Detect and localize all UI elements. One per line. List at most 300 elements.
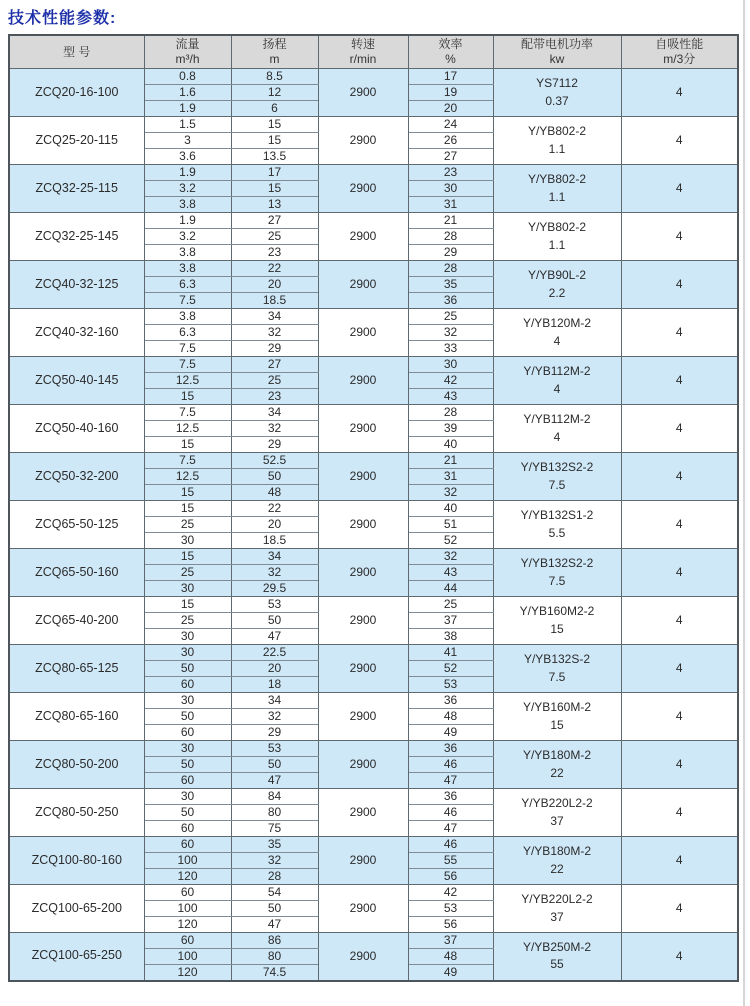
head-cell: 29 xyxy=(231,341,318,357)
model-group-row xyxy=(9,645,738,661)
model-group-row xyxy=(9,837,738,853)
model-cell: ZCQ32-25-115 xyxy=(9,165,144,213)
speed-cell: 2900 xyxy=(318,117,408,165)
efficiency-cell: 36 xyxy=(408,293,493,309)
head-cell: 74.5 xyxy=(231,965,318,981)
efficiency-cell: 17 xyxy=(408,69,493,85)
self-priming-cell: 4 xyxy=(621,549,738,597)
self-priming-cell: 4 xyxy=(621,933,738,981)
head-cell: 32 xyxy=(231,421,318,437)
model-cell: ZCQ50-32-200 xyxy=(9,453,144,501)
head-cell: 15 xyxy=(231,117,318,133)
motor-power: 15 xyxy=(550,621,564,636)
efficiency-cell: 37 xyxy=(408,933,493,949)
motor-power: 37 xyxy=(550,909,564,924)
flow-cell: 100 xyxy=(144,901,231,917)
efficiency-cell: 39 xyxy=(408,421,493,437)
header-line: 转速 xyxy=(350,37,375,51)
motor-power: 4 xyxy=(553,381,561,396)
flow-cell: 1.9 xyxy=(144,165,231,181)
head-cell: 34 xyxy=(231,309,318,325)
motor-power: 1.1 xyxy=(548,189,566,204)
efficiency-cell: 41 xyxy=(408,645,493,661)
efficiency-cell: 48 xyxy=(408,949,493,965)
efficiency-cell: 28 xyxy=(408,261,493,277)
model-group-row xyxy=(9,165,738,181)
self-priming-cell: 4 xyxy=(621,117,738,165)
head-cell: 32 xyxy=(231,709,318,725)
efficiency-cell: 36 xyxy=(408,693,493,709)
head-cell: 50 xyxy=(231,613,318,629)
speed-cell: 2900 xyxy=(318,885,408,933)
motor-model: Y/YB132S-2 xyxy=(523,652,591,667)
model-cell: ZCQ25-20-115 xyxy=(9,117,144,165)
motor-model: Y/YB250M-2 xyxy=(522,939,592,954)
flow-cell: 120 xyxy=(144,917,231,933)
header-line: 流量 xyxy=(175,37,200,51)
flow-cell: 60 xyxy=(144,773,231,789)
flow-cell: 3 xyxy=(144,133,231,149)
head-cell: 18.5 xyxy=(231,293,318,309)
head-cell: 53 xyxy=(231,741,318,757)
efficiency-cell: 24 xyxy=(408,117,493,133)
efficiency-cell: 21 xyxy=(408,453,493,469)
self-priming-cell: 4 xyxy=(621,501,738,549)
model-group-row xyxy=(9,405,738,421)
motor-model: Y/YB802-2 xyxy=(527,172,587,187)
self-priming-cell: 4 xyxy=(621,645,738,693)
header-line: m/3分 xyxy=(663,52,696,66)
header-line: 扬程 xyxy=(262,37,287,51)
efficiency-cell: 29 xyxy=(408,245,493,261)
head-cell: 75 xyxy=(231,821,318,837)
model-group-row xyxy=(9,261,738,277)
self-priming-cell: 4 xyxy=(621,741,738,789)
flow-cell: 100 xyxy=(144,853,231,869)
speed-cell: 2900 xyxy=(318,213,408,261)
efficiency-cell: 48 xyxy=(408,709,493,725)
flow-cell: 1.9 xyxy=(144,101,231,117)
model-group-row xyxy=(9,885,738,901)
motor-power: 2.2 xyxy=(548,285,566,300)
efficiency-cell: 33 xyxy=(408,341,493,357)
model-group-row xyxy=(9,597,738,613)
flow-cell: 3.8 xyxy=(144,245,231,261)
efficiency-cell: 32 xyxy=(408,485,493,501)
flow-cell: 7.5 xyxy=(144,405,231,421)
speed-cell: 2900 xyxy=(318,693,408,741)
motor-power: 22 xyxy=(550,765,564,780)
self-priming-cell: 4 xyxy=(621,261,738,309)
flow-cell: 60 xyxy=(144,677,231,693)
flow-cell: 7.5 xyxy=(144,357,231,373)
motor-model: Y/YB180M-2 xyxy=(522,748,592,763)
motor-model: Y/YB220L2-2 xyxy=(521,892,593,907)
motor-cell xyxy=(493,213,621,261)
motor-cell xyxy=(493,165,621,213)
efficiency-cell: 27 xyxy=(408,149,493,165)
efficiency-cell: 31 xyxy=(408,197,493,213)
motor-cell xyxy=(493,837,621,885)
head-cell: 20 xyxy=(231,661,318,677)
head-cell: 23 xyxy=(231,245,318,261)
head-cell: 47 xyxy=(231,917,318,933)
self-priming-cell: 4 xyxy=(621,693,738,741)
efficiency-cell: 46 xyxy=(408,757,493,773)
model-cell: ZCQ80-50-200 xyxy=(9,741,144,789)
header-line: kw xyxy=(549,52,565,66)
head-cell: 22 xyxy=(231,261,318,277)
motor-power: 0.37 xyxy=(545,93,569,108)
head-cell: 25 xyxy=(231,229,318,245)
flow-cell: 15 xyxy=(144,485,231,501)
col-header-efficiency xyxy=(408,35,493,69)
efficiency-cell: 26 xyxy=(408,133,493,149)
efficiency-cell: 21 xyxy=(408,213,493,229)
head-cell: 15 xyxy=(231,133,318,149)
speed-cell: 2900 xyxy=(318,741,408,789)
head-cell: 80 xyxy=(231,949,318,965)
model-cell: ZCQ100-65-250 xyxy=(9,933,144,981)
efficiency-cell: 25 xyxy=(408,597,493,613)
flow-cell: 3.8 xyxy=(144,197,231,213)
spec-table xyxy=(8,34,739,982)
motor-cell xyxy=(493,405,621,453)
head-cell: 20 xyxy=(231,517,318,533)
efficiency-cell: 19 xyxy=(408,85,493,101)
flow-cell: 15 xyxy=(144,597,231,613)
self-priming-cell: 4 xyxy=(621,837,738,885)
efficiency-cell: 52 xyxy=(408,533,493,549)
motor-model: Y/YB120M-2 xyxy=(522,316,592,331)
model-cell: ZCQ40-32-125 xyxy=(9,261,144,309)
flow-cell: 30 xyxy=(144,741,231,757)
model-cell: ZCQ65-50-160 xyxy=(9,549,144,597)
flow-cell: 25 xyxy=(144,517,231,533)
head-cell: 54 xyxy=(231,885,318,901)
self-priming-cell: 4 xyxy=(621,597,738,645)
self-priming-cell: 4 xyxy=(621,357,738,405)
self-priming-cell: 4 xyxy=(621,789,738,837)
head-cell: 15 xyxy=(231,181,318,197)
head-cell: 13 xyxy=(231,197,318,213)
efficiency-cell: 43 xyxy=(408,565,493,581)
flow-cell: 3.2 xyxy=(144,181,231,197)
motor-cell xyxy=(493,501,621,549)
head-cell: 32 xyxy=(231,853,318,869)
self-priming-cell: 4 xyxy=(621,405,738,453)
efficiency-cell: 30 xyxy=(408,181,493,197)
flow-cell: 120 xyxy=(144,869,231,885)
head-cell: 13.5 xyxy=(231,149,318,165)
header-line: m³/h xyxy=(175,52,200,66)
header-row xyxy=(9,35,738,69)
flow-cell: 3.2 xyxy=(144,229,231,245)
head-cell: 8.5 xyxy=(231,69,318,85)
head-cell: 22 xyxy=(231,501,318,517)
page-edge-line xyxy=(743,0,745,1006)
model-cell: ZCQ80-50-250 xyxy=(9,789,144,837)
header-line: % xyxy=(445,52,456,66)
flow-cell: 3.6 xyxy=(144,149,231,165)
motor-cell xyxy=(493,645,621,693)
model-group-row xyxy=(9,309,738,325)
efficiency-cell: 28 xyxy=(408,229,493,245)
model-cell: ZCQ32-25-145 xyxy=(9,213,144,261)
speed-cell: 2900 xyxy=(318,261,408,309)
flow-cell: 100 xyxy=(144,949,231,965)
speed-cell: 2900 xyxy=(318,837,408,885)
motor-model: Y/YB802-2 xyxy=(527,124,587,139)
efficiency-cell: 37 xyxy=(408,613,493,629)
efficiency-cell: 56 xyxy=(408,917,493,933)
motor-power: 7.5 xyxy=(548,669,566,684)
model-group-row xyxy=(9,549,738,565)
head-cell: 17 xyxy=(231,165,318,181)
efficiency-cell: 53 xyxy=(408,677,493,693)
efficiency-cell: 46 xyxy=(408,805,493,821)
model-cell: ZCQ100-80-160 xyxy=(9,837,144,885)
model-cell: ZCQ50-40-145 xyxy=(9,357,144,405)
motor-cell xyxy=(493,309,621,357)
flow-cell: 30 xyxy=(144,581,231,597)
motor-cell xyxy=(493,117,621,165)
header-line: 自吸性能 xyxy=(655,37,704,51)
flow-cell: 50 xyxy=(144,805,231,821)
flow-cell: 15 xyxy=(144,389,231,405)
head-cell: 6 xyxy=(231,101,318,117)
motor-model: Y/YB90L-2 xyxy=(527,268,587,283)
motor-model: Y/YB132S1-2 xyxy=(520,508,594,523)
motor-power: 7.5 xyxy=(548,477,566,492)
head-cell: 47 xyxy=(231,773,318,789)
motor-model: Y/YB180M-2 xyxy=(522,844,592,859)
efficiency-cell: 36 xyxy=(408,741,493,757)
model-cell: ZCQ80-65-160 xyxy=(9,693,144,741)
col-header-model xyxy=(9,35,144,69)
efficiency-cell: 31 xyxy=(408,469,493,485)
flow-cell: 12.5 xyxy=(144,469,231,485)
motor-cell xyxy=(493,549,621,597)
self-priming-cell: 4 xyxy=(621,885,738,933)
header-line: r/min xyxy=(349,52,377,66)
flow-cell: 50 xyxy=(144,757,231,773)
model-cell: ZCQ100-65-200 xyxy=(9,885,144,933)
model-group-row xyxy=(9,69,738,85)
motor-power: 5.5 xyxy=(548,525,566,540)
flow-cell: 60 xyxy=(144,725,231,741)
flow-cell: 30 xyxy=(144,789,231,805)
head-cell: 18.5 xyxy=(231,533,318,549)
efficiency-cell: 51 xyxy=(408,517,493,533)
efficiency-cell: 32 xyxy=(408,549,493,565)
efficiency-cell: 44 xyxy=(408,581,493,597)
head-cell: 32 xyxy=(231,565,318,581)
efficiency-cell: 23 xyxy=(408,165,493,181)
header-line: 配带电机功率 xyxy=(520,37,593,51)
col-header-speed xyxy=(318,35,408,69)
efficiency-cell: 28 xyxy=(408,405,493,421)
flow-cell: 50 xyxy=(144,661,231,677)
model-cell: ZCQ20-16-100 xyxy=(9,69,144,117)
motor-cell xyxy=(493,453,621,501)
head-cell: 25 xyxy=(231,373,318,389)
speed-cell: 2900 xyxy=(318,645,408,693)
flow-cell: 0.8 xyxy=(144,69,231,85)
flow-cell: 30 xyxy=(144,533,231,549)
head-cell: 84 xyxy=(231,789,318,805)
head-cell: 34 xyxy=(231,549,318,565)
efficiency-cell: 40 xyxy=(408,437,493,453)
self-priming-cell: 4 xyxy=(621,453,738,501)
efficiency-cell: 20 xyxy=(408,101,493,117)
speed-cell: 2900 xyxy=(318,501,408,549)
motor-model: Y/YB132S2-2 xyxy=(520,556,594,571)
motor-power: 22 xyxy=(550,861,564,876)
self-priming-cell: 4 xyxy=(621,309,738,357)
self-priming-cell: 4 xyxy=(621,69,738,117)
model-group-row xyxy=(9,453,738,469)
speed-cell: 2900 xyxy=(318,597,408,645)
efficiency-cell: 47 xyxy=(408,821,493,837)
model-group-row xyxy=(9,117,738,133)
flow-cell: 7.5 xyxy=(144,453,231,469)
efficiency-cell: 49 xyxy=(408,965,493,981)
flow-cell: 60 xyxy=(144,821,231,837)
head-cell: 18 xyxy=(231,677,318,693)
flow-cell: 1.9 xyxy=(144,213,231,229)
speed-cell: 2900 xyxy=(318,405,408,453)
page-title: 技术性能参数: xyxy=(8,10,117,27)
header-line: 效率 xyxy=(438,37,463,51)
model-cell: ZCQ40-32-160 xyxy=(9,309,144,357)
head-cell: 23 xyxy=(231,389,318,405)
efficiency-cell: 49 xyxy=(408,725,493,741)
table-body xyxy=(9,69,738,981)
speed-cell: 2900 xyxy=(318,549,408,597)
head-cell: 35 xyxy=(231,837,318,853)
motor-cell xyxy=(493,789,621,837)
flow-cell: 3.8 xyxy=(144,261,231,277)
flow-cell: 12.5 xyxy=(144,421,231,437)
head-cell: 27 xyxy=(231,357,318,373)
motor-model: Y/YB160M-2 xyxy=(522,700,592,715)
motor-model: Y/YB112M-2 xyxy=(523,412,591,427)
model-cell: ZCQ65-50-125 xyxy=(9,501,144,549)
speed-cell: 2900 xyxy=(318,357,408,405)
efficiency-cell: 42 xyxy=(408,885,493,901)
motor-model: YS7112 xyxy=(536,76,578,91)
head-cell: 29 xyxy=(231,437,318,453)
head-cell: 34 xyxy=(231,693,318,709)
flow-cell: 25 xyxy=(144,565,231,581)
flow-cell: 30 xyxy=(144,645,231,661)
flow-cell: 12.5 xyxy=(144,373,231,389)
efficiency-cell: 42 xyxy=(408,373,493,389)
flow-cell: 3.8 xyxy=(144,309,231,325)
motor-power: 1.1 xyxy=(548,141,566,156)
motor-cell xyxy=(493,741,621,789)
head-cell: 52.5 xyxy=(231,453,318,469)
motor-power: 4 xyxy=(553,429,561,444)
speed-cell: 2900 xyxy=(318,453,408,501)
motor-cell xyxy=(493,885,621,933)
flow-cell: 15 xyxy=(144,549,231,565)
flow-cell: 60 xyxy=(144,837,231,853)
flow-cell: 7.5 xyxy=(144,293,231,309)
flow-cell: 15 xyxy=(144,437,231,453)
model-group-row xyxy=(9,213,738,229)
efficiency-cell: 47 xyxy=(408,773,493,789)
table-header xyxy=(9,35,738,69)
motor-cell xyxy=(493,597,621,645)
speed-cell: 2900 xyxy=(318,789,408,837)
model-cell: ZCQ65-40-200 xyxy=(9,597,144,645)
flow-cell: 15 xyxy=(144,501,231,517)
model-group-row xyxy=(9,501,738,517)
motor-power: 4 xyxy=(553,333,561,348)
efficiency-cell: 30 xyxy=(408,357,493,373)
head-cell: 48 xyxy=(231,485,318,501)
motor-cell xyxy=(493,69,621,117)
speed-cell: 2900 xyxy=(318,69,408,117)
header-line: 型 号 xyxy=(63,44,91,59)
flow-cell: 50 xyxy=(144,709,231,725)
efficiency-cell: 35 xyxy=(408,277,493,293)
self-priming-cell: 4 xyxy=(621,165,738,213)
efficiency-cell: 52 xyxy=(408,661,493,677)
head-cell: 29 xyxy=(231,725,318,741)
model-group-row xyxy=(9,741,738,757)
head-cell: 47 xyxy=(231,629,318,645)
head-cell: 53 xyxy=(231,597,318,613)
motor-model: Y/YB160M2-2 xyxy=(519,604,595,619)
motor-model: Y/YB220L2-2 xyxy=(521,796,593,811)
efficiency-cell: 43 xyxy=(408,389,493,405)
model-cell: ZCQ80-65-125 xyxy=(9,645,144,693)
model-cell: ZCQ50-40-160 xyxy=(9,405,144,453)
col-header-flow xyxy=(144,35,231,69)
head-cell: 29.5 xyxy=(231,581,318,597)
head-cell: 80 xyxy=(231,805,318,821)
model-group-row xyxy=(9,933,738,949)
flow-cell: 6.3 xyxy=(144,277,231,293)
motor-model: Y/YB802-2 xyxy=(527,220,587,235)
flow-cell: 60 xyxy=(144,885,231,901)
speed-cell: 2900 xyxy=(318,165,408,213)
efficiency-cell: 55 xyxy=(408,853,493,869)
flow-cell: 6.3 xyxy=(144,325,231,341)
head-cell: 34 xyxy=(231,405,318,421)
head-cell: 86 xyxy=(231,933,318,949)
head-cell: 28 xyxy=(231,869,318,885)
efficiency-cell: 38 xyxy=(408,629,493,645)
motor-cell xyxy=(493,261,621,309)
flow-cell: 1.5 xyxy=(144,117,231,133)
head-cell: 50 xyxy=(231,469,318,485)
efficiency-cell: 25 xyxy=(408,309,493,325)
header-line: m xyxy=(269,52,280,66)
motor-model: Y/YB112M-2 xyxy=(523,364,591,379)
efficiency-cell: 36 xyxy=(408,789,493,805)
col-header-head xyxy=(231,35,318,69)
head-cell: 22.5 xyxy=(231,645,318,661)
motor-cell xyxy=(493,693,621,741)
self-priming-cell: 4 xyxy=(621,213,738,261)
speed-cell: 2900 xyxy=(318,933,408,981)
motor-power: 7.5 xyxy=(548,573,566,588)
head-cell: 50 xyxy=(231,901,318,917)
